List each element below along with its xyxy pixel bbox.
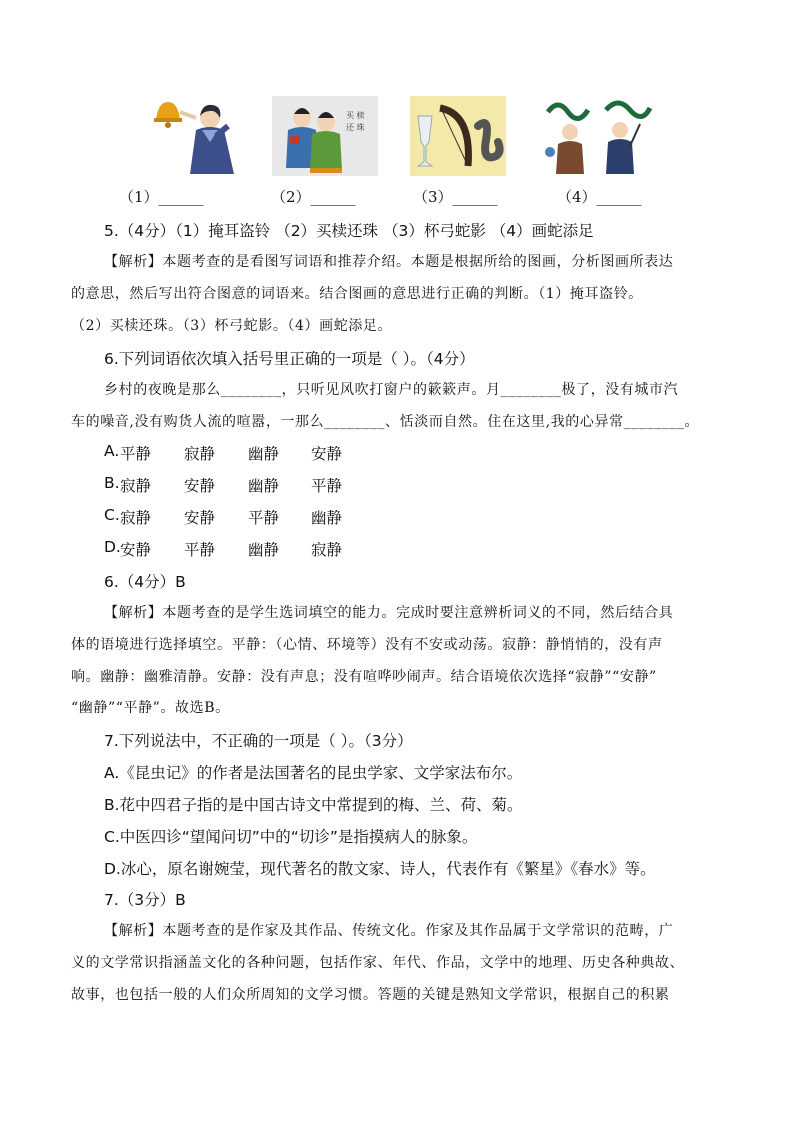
svg-text:买 椟: 买 椟 bbox=[346, 111, 365, 120]
svg-text:还 珠: 还 珠 bbox=[346, 123, 365, 132]
cup-bow-snake-shadow-illustration bbox=[410, 96, 506, 176]
blank-3: （3）______ bbox=[413, 188, 498, 206]
picture-answer-blanks bbox=[0, 186, 794, 208]
buying-casket-returning-pearls-illustration bbox=[272, 96, 378, 176]
blank-1: （1）______ bbox=[119, 188, 204, 206]
blank-2: （2）______ bbox=[271, 188, 356, 206]
drawing-snake-adding-feet-illustration bbox=[544, 96, 654, 176]
bell-and-thief-illustration bbox=[150, 96, 240, 176]
illustration-row bbox=[0, 96, 794, 178]
blank-4: （4）______ bbox=[557, 188, 642, 206]
